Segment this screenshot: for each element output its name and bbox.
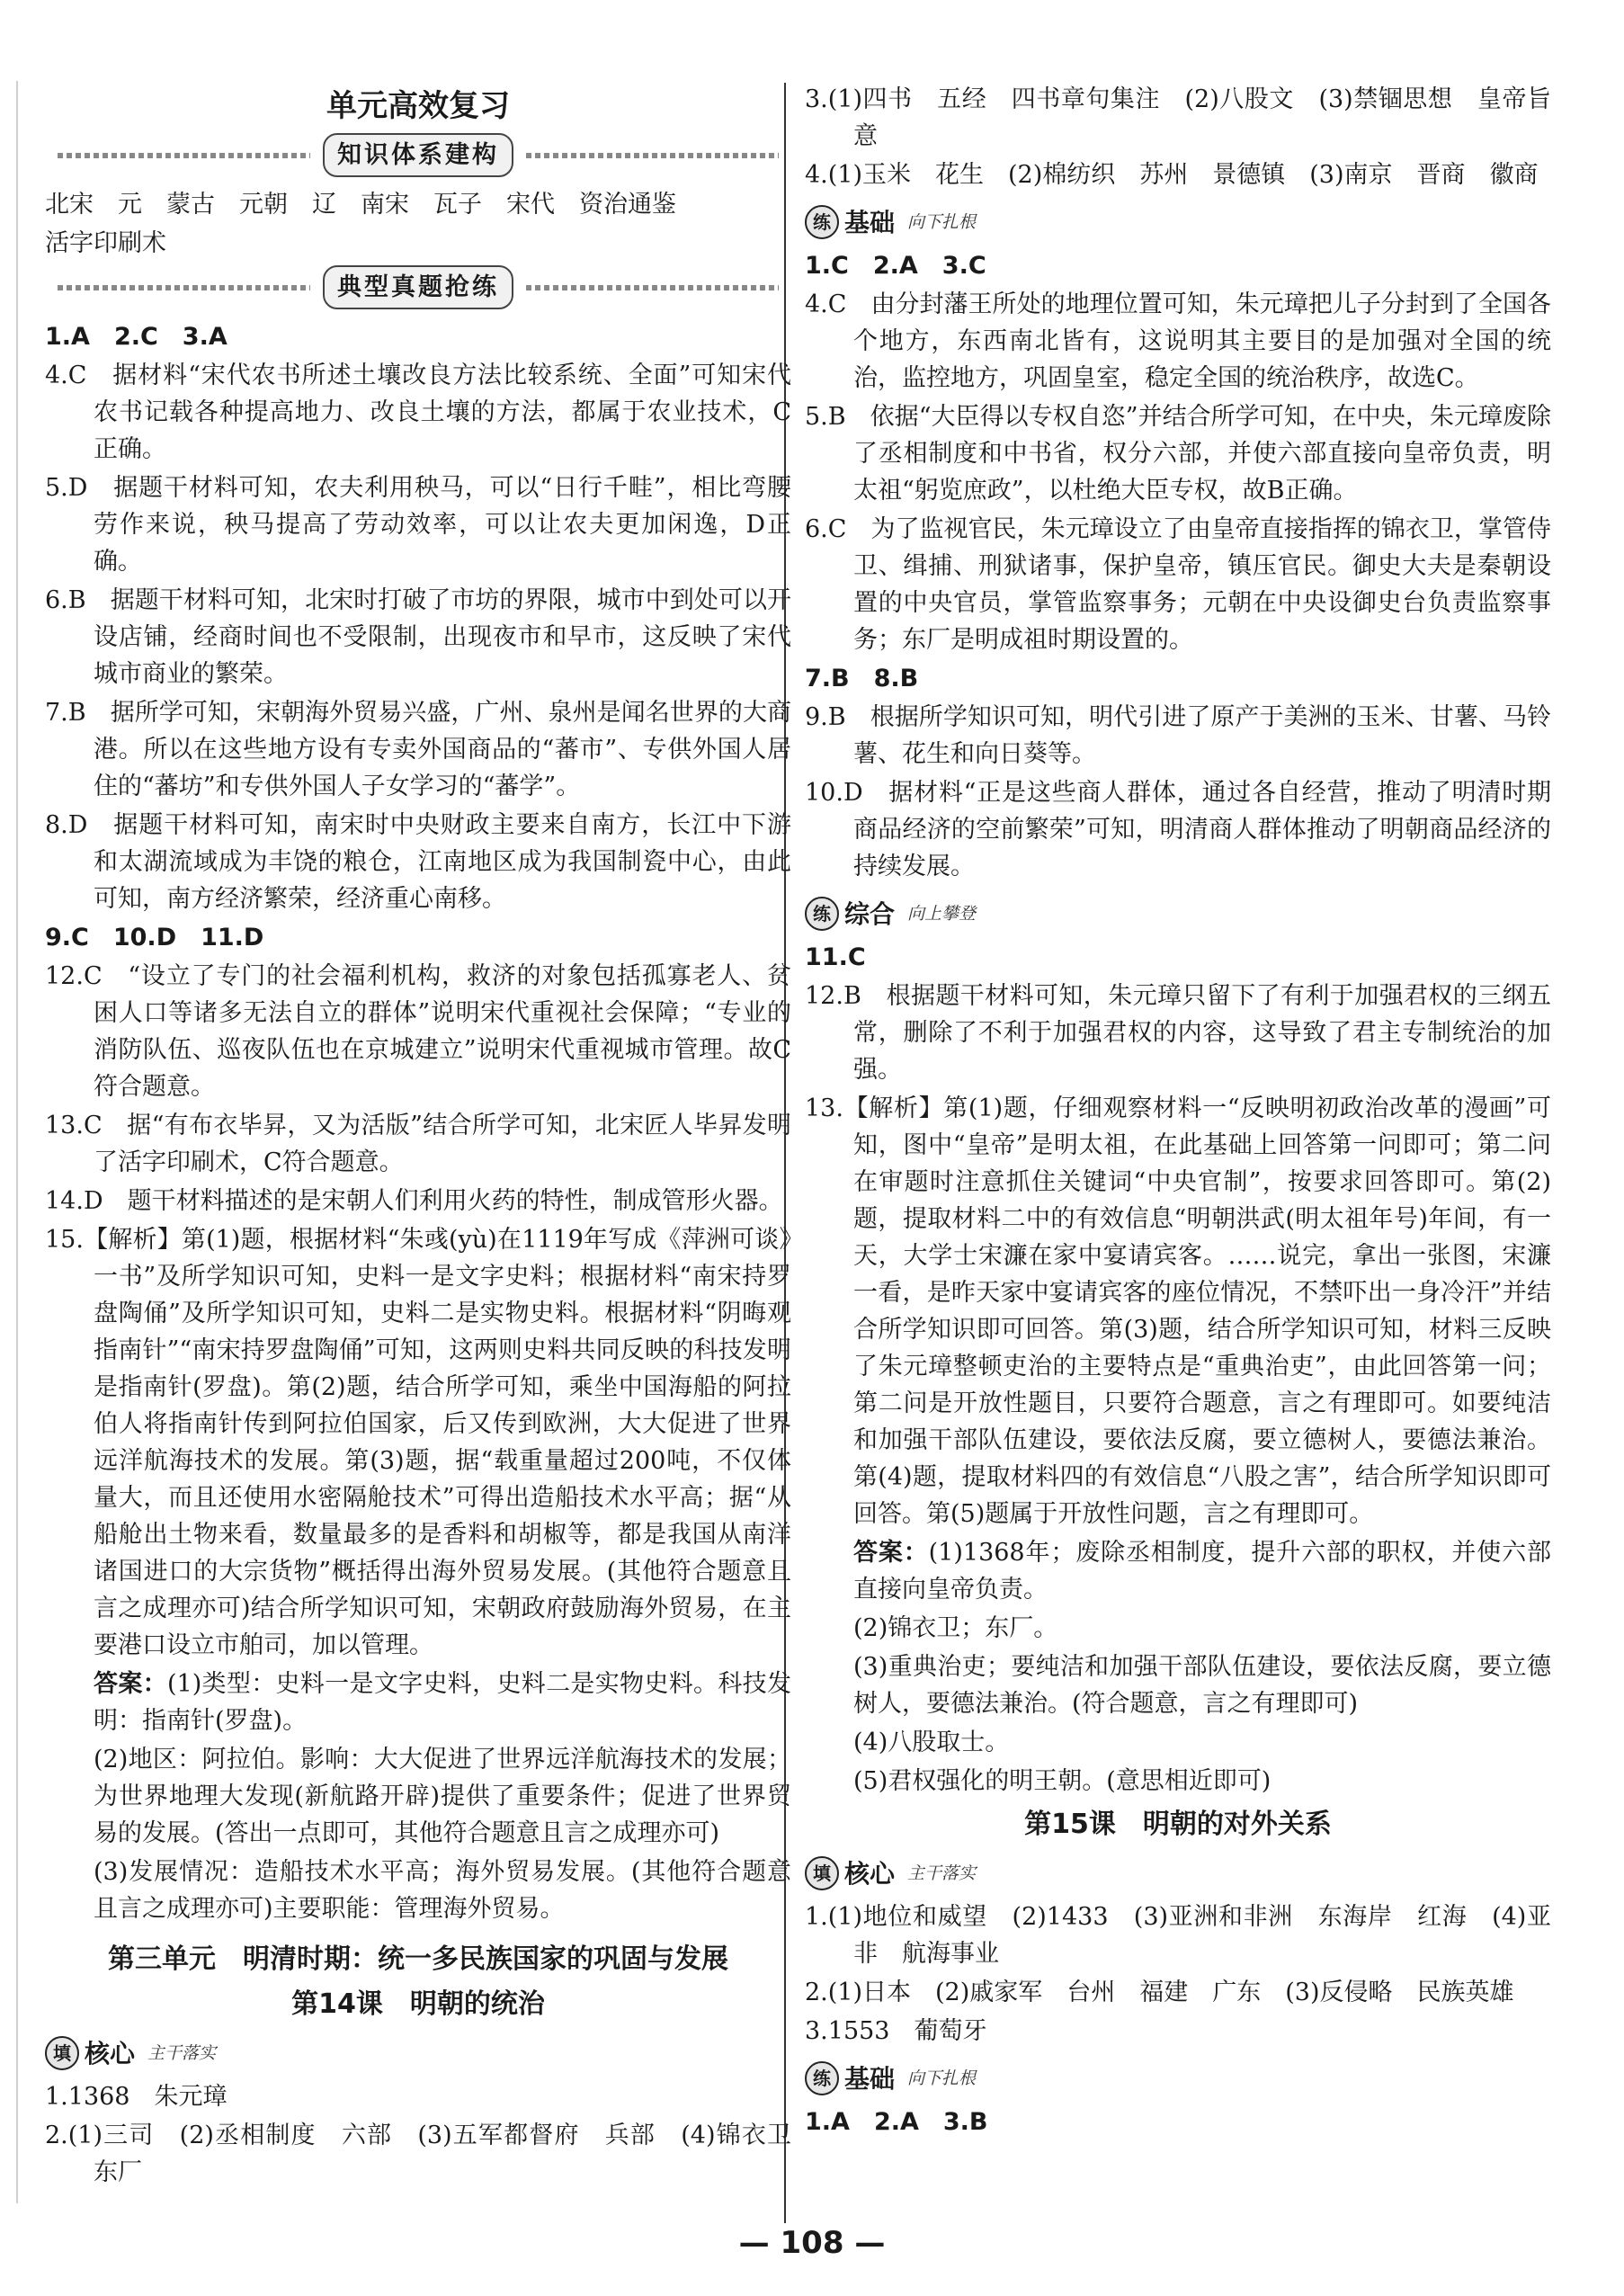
answer-item: 7.B 据所学可知，宋朝海外贸易兴盛，广州、泉州是闻名世界的大商港。所以在这些地方设有专卖外国商品的“蕃市”、专供外国人居住的“蕃坊”和专供外国人子女学习的“蕃学”。 (45, 699, 791, 800)
answer-item: 4.C 由分封藩王所处的地理位置可知，朱元璋把儿子分封到了全国各个地方，东西南北皆有，这说明其主要目的是加强对全国的统治，监控地方，巩固皇室，稳定全国的统治秩序，故选C。 (805, 290, 1551, 392)
section-header-core (805, 1854, 1551, 1893)
answer-item: 4.(1)玉米 花生 (2)棉纺织 苏州 景德镇 (3)南京 晋商 徽商 (805, 161, 1539, 189)
answer-item: 6.B 据题干材料可知，北宋时打破了市坊的界限，城市中到处可以开设店铺，经商时间也不受限制，出现夜市和早市，这反映了宋代城市商业的繁荣。 (45, 586, 791, 688)
answer-item: 1.C 2.A 3.C (805, 252, 986, 280)
answer-block (805, 1534, 1551, 1608)
answer-block (45, 1666, 791, 1739)
ribbon-knowledge-label: 知识体系建构 (323, 133, 513, 177)
answer-label: 答案： (94, 1670, 167, 1698)
answer-item: 14.D 题干材料描述的是宋朝人们利用火药的特性，制成管形火器。 (45, 1187, 783, 1215)
ribbon-knowledge (45, 133, 791, 177)
section-subtitle: 主干落实 (907, 1863, 977, 1883)
ribbon-exam-label: 典型真题抢练 (323, 265, 513, 309)
fill-icon: 填 (45, 2036, 79, 2070)
section-subtitle: 向下扎根 (907, 211, 977, 232)
answer-item: 6.C 为了监视官民，朱元璋设立了由皇帝直接指挥的锦衣卫，掌管侍卫、缉捕、刑狱诸事，保护皇帝，镇压官民。御史大夫是秦朝设置的中央官员，掌管监察事务；元朝在中央设御史台负责监察事务；东厂是明成祖时期设置的。 (805, 515, 1551, 654)
answer-text: (5)君权强化的明王朝。(意思相近即可) (853, 1767, 1272, 1795)
section-name: 核心 (844, 1858, 896, 1889)
answer-item: 12.C “设立了专门的社会福利机构，救济的对象包括孤寡老人、贫困人口等诸多无法自立的群体”说明宋代重视社会保障；“专业的消防队伍、巡夜队伍也在京城建立”说明宋代重视城市管理。故C符合题意。 (45, 962, 791, 1101)
section-name: 基础 (844, 2063, 896, 2094)
section-header-basic (805, 202, 1551, 242)
answer-item: 12.B 根据题干材料可知，朱元璋只留下了有利于加强君权的三纲五常，删除了不利于加强君权的内容，这导致了君主专制统治的加强。 (805, 982, 1551, 1084)
ribbon-exam (45, 265, 791, 309)
answer-item: 9.C 10.D 11.D (45, 924, 264, 951)
answer-item: 8.D 据题干材料可知，南宋时中央财政主要来自南方，长江中下游和太湖流域成为丰饶的粮仓，江南地区成为我国制瓷中心，由此可知，南方经济繁荣，经济重心南移。 (45, 811, 791, 913)
answer-text: (3)重典治吏；要纯洁和加强干部队伍建设，要依法反腐，要立德树人，要德法兼治。(符合题意，言之有理即可) (853, 1653, 1551, 1718)
answer-text: (4)八股取士。 (853, 1729, 1010, 1756)
answer-item: 11.C (805, 943, 866, 971)
lesson-title: 第14课 明朝的统治 (291, 1988, 545, 2020)
answer-item: 5.B 依据“大臣得以专权自恣”并结合所学可知，在中央，朱元璋废除了丞相制度和中书省，权分六部，并使六部直接向皇帝负责，明太祖“躬览庶政”，以杜绝大臣专权，故B正确。 (805, 403, 1551, 505)
section-name: 综合 (844, 898, 896, 929)
fill-icon: 填 (805, 1856, 839, 1890)
section-header-core (45, 2033, 791, 2073)
answer-item: 10.D 据材料“正是这些商人群体，通过各自经营，推动了明清时期商品经济的空前繁荣”可知，明清商人群体推动了明朝商品经济的持续发展。 (805, 779, 1551, 880)
page-number: — 108 — (738, 2225, 886, 2261)
review-title: 单元高效复习 (326, 88, 510, 124)
lesson-title: 第15课 明朝的对外关系 (1024, 1809, 1332, 1840)
answer-text: (1)1368年；废除丞相制度，提升六部的职权，并使六部直接向皇帝负责。 (853, 1539, 1552, 1604)
answer-item: 7.B 8.B (805, 665, 919, 692)
answer-text: (3)发展情况：造船技术水平高；海外贸易发展。(其他符合题意且言之成理亦可)主要职能：管理海外贸易。 (94, 1858, 791, 1923)
section-subtitle: 向上攀登 (907, 903, 977, 924)
section-subtitle: 向下扎根 (907, 2068, 977, 2088)
answer-item: 1.A 2.A 3.B (805, 2108, 988, 2136)
section-subtitle: 主干落实 (147, 2042, 217, 2063)
answer-item: 2.(1)日本 (2)戚家军 台州 福建 广东 (3)反侵略 民族英雄 (805, 1979, 1514, 2006)
answer-item: 2.(1)三司 (2)丞相制度 六部 (3)五军都督府 兵部 (4)锦衣卫 东厂 (45, 2122, 816, 2186)
answer-item: 15.【解析】第(1)题，根据材料“朱彧(yù)在1119年写成《萍洲可谈》一书”及所学知识可知，史料一是文字史料；根据材料“南宋持罗盘陶俑”及所学知识可知，史料二是实物史料。根据材料“阴晦观指南针”“南宋持罗盘陶俑”可知，这两则史料共同反映的科技发明是指南针(罗盘)。第(2)题，结合所学可知，乘坐中国海船的阿拉伯人将指南针传到阿拉伯国家，后又传到欧洲，大大促进了世界远洋航海技术的发展。第(3)题，据“载重量超过200吨，不仅体量大，而且还使用水密隔舱技术”可得出造船技术水平高；据“从船舱出土物来看，数量最多的是香料和胡椒等，都是我国从南洋诸国进口的大宗货物”概括得出海外贸易发展。(其他符合题意且言之成理亦可)结合所学知识可知，宋朝政府鼓励海外贸易，在主要港口设立市舶司，加以管理。 (45, 1226, 791, 1659)
answer-item: 1.(1)地位和威望 (2)1433 (3)亚洲和非洲 东海岸 红海 (4)亚非 航海事业 (805, 1903, 1551, 1968)
right-column (805, 81, 1551, 2142)
answer-item: 1.1368 朱元璋 (45, 2083, 228, 2111)
unit-title: 第三单元 明清时期：统一多民族国家的巩固与发展 (108, 1943, 728, 1975)
answer-item: 5.D 据题干材料可知，农夫利用秧马，可以“日行千畦”，相比弯腰劳作来说，秧马提高了劳动效率，可以让农夫更加闲逸，D正确。 (45, 474, 791, 576)
section-header-basic (805, 2059, 1551, 2098)
answer-item: 13.【解析】第(1)题，仔细观察材料一“反映明初政治改革的漫画”可知，图中“皇帝”是明太祖，在此基础上回答第一问即可；第二问在审题时注意抓住关键词“中央官制”，按要求回答即可。第(2)题，提取材料二中的有效信息“明朝洪武(明太祖年号)年间，有一天，大学士宋濂在家中宴请宾客。……说完，拿出一张图，宋濂一看，是昨天家中宴请宾客的座位情况，不禁吓出一身冷汗”并结合所学知识即可回答。第(3)题，结合所学知识可知，材料三反映了朱元璋整顿吏治的主要特点是“重典治吏”，由此回答第一问；第二问是开放性题目，只要符合题意，言之有理即可。如要纯洁和加强干部队伍建设，要依法反腐，要立德树人，要德法兼治。第(4)题，提取材料四的有效信息“八股之害”，结合所学知识即可回答。第(5)题属于开放性问题，言之有理即可。 (805, 1094, 1551, 1528)
answer-item: 9.B 根据所学知识可知，明代引进了原产于美洲的玉米、甘薯、马铃薯、花生和向日葵等。 (805, 703, 1551, 768)
answer-item: 1.A 2.C 3.A (45, 323, 228, 351)
answer-text: (2)锦衣卫；东厂。 (853, 1614, 1058, 1642)
knowledge-line: 北宋 元 蒙古 元朝 辽 南宋 瓦子 宋代 资治通鉴 (45, 191, 676, 219)
answer-label: 答案： (853, 1539, 929, 1567)
answer-item: 3.1553 葡萄牙 (805, 2017, 987, 2045)
answer-item: 13.C 据“有布衣毕昇，又为活版”结合所学可知，北宋匠人毕昇发明了活字印刷术，C符合题意。 (45, 1112, 791, 1176)
practice-icon: 练 (805, 205, 839, 239)
section-header-comprehensive (805, 894, 1551, 934)
practice-icon: 练 (805, 897, 839, 931)
knowledge-line: 活字印刷术 (45, 229, 166, 257)
binding-margin (16, 81, 18, 2203)
answer-text: (2)地区：阿拉伯。影响：大大促进了世界远洋航海技术的发展；为世界地理大发现(新航路开辟)提供了重要条件；促进了世界贸易的发展。(答出一点即可，其他符合题意且言之成理亦可) (94, 1746, 791, 1847)
answer-item: 4.C 据材料“宋代农书所述土壤改良方法比较系统、全面”可知宋代农书记载各种提高地力、改良土壤的方法，都属于农业技术，C正确。 (45, 362, 791, 463)
left-column (45, 81, 816, 2193)
practice-icon: 练 (805, 2061, 839, 2095)
section-name: 核心 (85, 2038, 136, 2068)
answer-item: 3.(1)四书 五经 四书章句集注 (2)八股文 (3)禁锢思想 皇帝旨意 (805, 85, 1551, 150)
answer-text: (1)类型：史料一是文字史料，史料二是实物史料。科技发明：指南针(罗盘)。 (94, 1670, 792, 1735)
section-name: 基础 (844, 207, 896, 237)
